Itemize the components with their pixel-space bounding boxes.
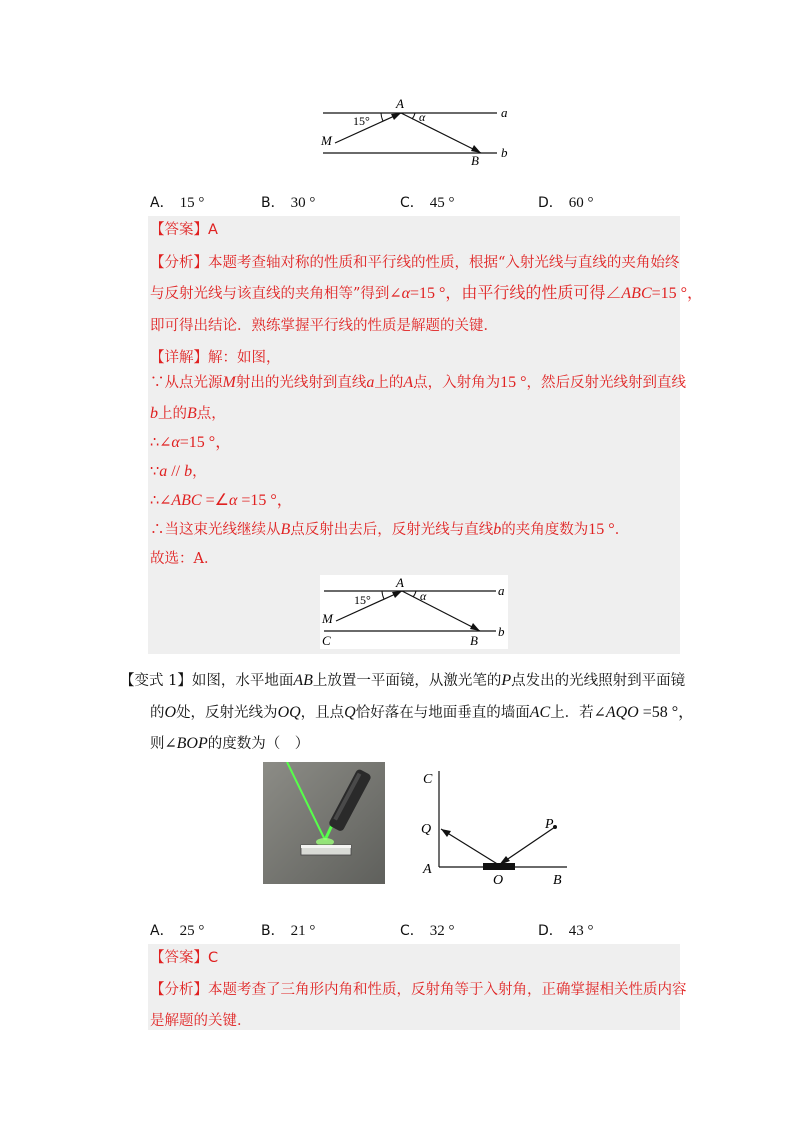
- label-C: C: [423, 772, 433, 787]
- label-Q: Q: [421, 822, 432, 837]
- q2-option-c[interactable]: C． 32 °: [400, 923, 455, 939]
- detail-line-0: 【详解】解：如图，: [150, 350, 281, 366]
- label-C: C: [322, 633, 331, 648]
- label-B: B: [471, 153, 479, 167]
- label-A: A: [396, 96, 404, 111]
- laser-mirror-photo: [263, 762, 385, 884]
- angle-label: 15°: [353, 114, 370, 128]
- q2-option-a[interactable]: A． 25 °: [150, 923, 205, 939]
- detail-line-6: ∴当这束光线继续从B点反射出去后，反射光线与直线b的夹角度数为15 °．: [150, 521, 630, 538]
- label-M: M: [321, 133, 332, 148]
- q2-option-b[interactable]: B． 21 °: [261, 923, 316, 939]
- label-a: a: [498, 583, 505, 598]
- question-2-line-1: 【变式 1】如图，水平地面AB上放置一平面镜，从激光笔的P点发出的光线照射到平面镜: [120, 672, 686, 689]
- detail-line-1: ∵从点光源M射出的光线射到直线a上的A点，入射角为15 °，然后反射光线射到直线: [150, 374, 687, 391]
- detail-line-2: b上的B点，: [150, 405, 226, 422]
- label-b: b: [501, 145, 508, 160]
- figure-reflection: [415, 765, 585, 890]
- q2-option-d[interactable]: D． 43 °: [538, 923, 594, 939]
- figure-parallel-lines-2: [320, 575, 508, 649]
- detail-line-3: ∴∠α=15 °，: [150, 434, 232, 451]
- analysis-2-line-1: 【分析】本题考查了三角形内角和性质，反射角等于入射角，正确掌握相关性质内容: [150, 982, 687, 998]
- label-B: B: [553, 873, 562, 888]
- label-A: A: [423, 862, 432, 877]
- question-2-line-2: 的O处，反射光线为OQ，且点Q恰好落在与地面垂直的墙面AC上．若∠AQO =58 °，: [150, 704, 695, 721]
- q1-option-c[interactable]: C． 45 °: [400, 195, 455, 211]
- label-A: A: [396, 575, 404, 590]
- analysis-line-2: 与反射光线与该直线的夹角相等”得到∠α=15 °，由平行线的性质可得∠ABC=15 °，: [150, 285, 704, 302]
- label-b: b: [498, 624, 505, 639]
- angle-label: 15°: [354, 593, 371, 607]
- alpha-label: α: [419, 110, 426, 124]
- analysis-2-line-2: 是解题的关键．: [150, 1013, 252, 1029]
- alpha-label: α: [420, 589, 427, 603]
- q1-option-b[interactable]: B． 30 °: [261, 195, 316, 211]
- detail-line-5: ∴∠ABC =∠α =15 °，: [150, 492, 293, 509]
- label-O: O: [493, 873, 504, 888]
- answer-line: 【答案】A: [150, 222, 218, 238]
- analysis-line-1: 【分析】本题考查轴对称的性质和平行线的性质，根据“入射光线与直线的夹角始终: [150, 255, 680, 271]
- choice-line: 故选：A．: [150, 551, 219, 567]
- label-M: M: [322, 611, 333, 626]
- reflected-ray: [401, 113, 481, 153]
- label-P: P: [545, 817, 554, 832]
- answer-line-2: 【答案】C: [150, 950, 219, 966]
- detail-line-4: ∵a // b，: [150, 463, 207, 480]
- label-a: a: [501, 105, 508, 120]
- label-B: B: [470, 633, 478, 648]
- analysis-line-3: 即可得出结论．熟练掌握平行线的性质是解题的关键．: [150, 318, 498, 334]
- question-2-line-3: 则∠BOP的度数为（ ）: [150, 735, 310, 752]
- figure-parallel-lines-1: [315, 95, 525, 167]
- q1-option-a[interactable]: A． 15 °: [150, 195, 205, 211]
- q1-option-d[interactable]: D． 60 °: [538, 195, 594, 211]
